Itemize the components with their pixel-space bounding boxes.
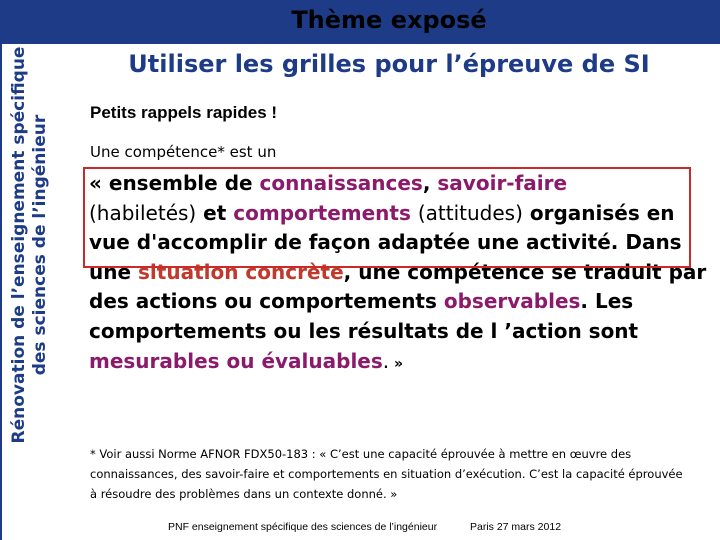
def-part: »: [389, 355, 404, 372]
def-keyword-comportements: comportements: [233, 200, 411, 225]
footer-label: PNF enseignement spécifique des sciences de l’ingénieur: [168, 521, 438, 533]
def-part: .: [382, 348, 390, 373]
def-part: ,: [422, 171, 438, 195]
sidebar-title-line2: des sciences de l’ingénieur: [30, 114, 50, 376]
def-part: organisés en vue d'accomplir de façon adaptée une activité. Dans une: [89, 200, 682, 284]
def-keyword-connaissances: connaissances: [259, 171, 423, 195]
def-keyword-mesurables: mesurables ou évaluables: [89, 348, 383, 373]
def-part: . Les comportements ou les résultats de l ’action sont: [89, 289, 639, 343]
sidebar-title-line1: Rénovation de l’enseignement spécifique: [9, 46, 29, 444]
def-part: (habiletés): [89, 200, 197, 225]
def-keyword-savoir-faire: savoir-faire: [437, 171, 568, 195]
footnote: * Voir aussi Norme AFNOR FDX50-183 : « C’est une capacité éprouvée à mettre en œuvre des connaissances, des savoir-faire et comportements en situation d’exécution. C’est la capacité éprouvée à résoudre des problèmes dans un contexte donné. »: [90, 447, 683, 501]
def-part: (attitudes): [417, 200, 523, 225]
sidebar-title: [9, 47, 51, 444]
def-part: , une compétence se traduit par des actions ou comportements: [89, 259, 707, 314]
subheading: Petits rappels rapides !: [90, 103, 278, 122]
def-keyword-situation: situation concrète: [138, 259, 344, 284]
def-part: et: [196, 200, 234, 225]
footer-date: Paris 27 mars 2012: [470, 521, 562, 533]
highlight-box: [83, 167, 691, 268]
def-part: « ensemble de: [89, 171, 260, 195]
intro-text: Une compétence* est un: [90, 143, 277, 161]
def-keyword-observables: observables: [443, 289, 581, 314]
slide-title: Utiliser les grilles pour l’épreuve de SI: [128, 50, 650, 78]
theme-title: Thème exposé: [291, 6, 487, 34]
